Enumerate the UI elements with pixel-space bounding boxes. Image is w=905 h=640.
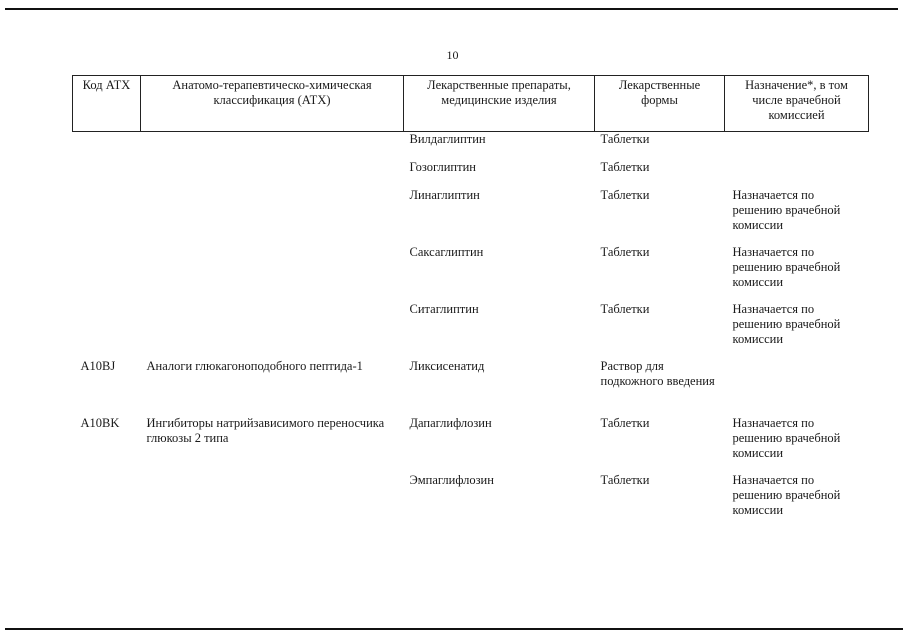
atc-code xyxy=(73,245,141,302)
atc-classification: Ингибиторы натрийзависимого переносчика глюкозы 2 типа xyxy=(146,415,385,445)
atc-classification xyxy=(141,132,404,160)
drug-name: Ликсисенатид xyxy=(409,358,485,373)
atc-classification: Аналоги глюкагоноподобного пептида-1 xyxy=(146,358,363,373)
dosage-form: Таблетки xyxy=(600,472,650,487)
bottom-rule xyxy=(5,628,903,630)
drug-name: Гозоглиптин xyxy=(409,159,476,174)
table-row xyxy=(73,302,869,359)
table-header xyxy=(73,76,869,132)
drug-name: Дапаглифлозин xyxy=(409,415,492,430)
header-row xyxy=(73,76,869,132)
dosage-form: Таблетки xyxy=(600,187,650,202)
header-assignment: Назначение*, в том числе врачебной комиссией xyxy=(725,76,869,132)
assignment: Назначается по решению врачебной комиссии xyxy=(732,472,841,517)
assignment xyxy=(725,132,869,160)
dosage-form: Таблетки xyxy=(600,244,650,259)
atc-classification xyxy=(141,160,404,188)
assignment xyxy=(725,160,869,188)
dosage-form: Раствор для подкожного введения xyxy=(600,358,715,388)
drug-name: Ситаглиптин xyxy=(409,301,479,316)
assignment: Назначается по решению врачебной комиссии xyxy=(732,244,841,289)
table-body xyxy=(73,132,869,523)
header-atc-code: Код АТХ xyxy=(73,76,141,132)
drug-table xyxy=(72,75,869,523)
table-row xyxy=(73,245,869,302)
table-row xyxy=(73,359,869,416)
atc-code xyxy=(73,473,141,523)
drug-name: Линаглиптин xyxy=(409,187,480,202)
table-row xyxy=(73,160,869,188)
header-atc-classification: Анатомо-терапевтическо-химическая классификация (АТХ) xyxy=(141,76,404,132)
dosage-form: Таблетки xyxy=(600,159,650,174)
table-row xyxy=(73,416,869,473)
atc-code xyxy=(73,132,141,160)
atc-code xyxy=(73,188,141,245)
atc-code xyxy=(73,302,141,359)
atc-classification xyxy=(141,302,404,359)
dosage-form: Таблетки xyxy=(600,415,650,430)
atc-classification xyxy=(141,473,404,523)
drug-name: Вилдаглиптин xyxy=(409,132,486,146)
assignment: Назначается по решению врачебной комиссии xyxy=(732,187,841,232)
assignment: Назначается по решению врачебной комиссии xyxy=(732,415,841,460)
atc-code: A10BJ xyxy=(80,358,116,373)
page-number: 10 xyxy=(446,48,459,62)
header-drugs: Лекарственные препараты, медицинские изделия xyxy=(404,76,595,132)
atc-classification xyxy=(141,188,404,245)
table-row xyxy=(73,473,869,523)
dosage-form: Таблетки xyxy=(600,132,650,146)
header-dosage-forms: Лекарственные формы xyxy=(595,76,725,132)
table-row xyxy=(73,132,869,160)
top-rule xyxy=(5,8,898,10)
assignment: Назначается по решению врачебной комиссии xyxy=(732,301,841,346)
atc-code: A10BK xyxy=(80,415,120,430)
table-row xyxy=(73,188,869,245)
dosage-form: Таблетки xyxy=(600,301,650,316)
atc-classification xyxy=(141,245,404,302)
drug-name: Саксаглиптин xyxy=(409,244,484,259)
atc-code xyxy=(73,160,141,188)
drug-name: Эмпаглифлозин xyxy=(409,472,494,487)
assignment xyxy=(725,359,869,416)
